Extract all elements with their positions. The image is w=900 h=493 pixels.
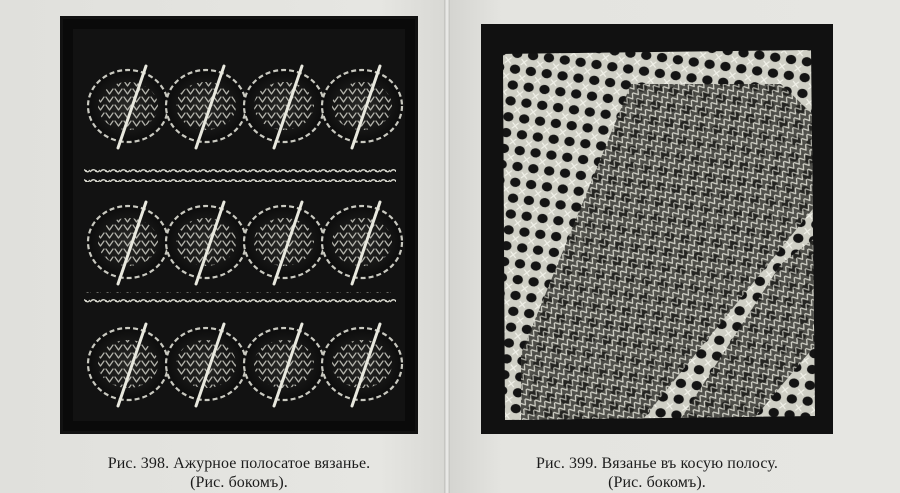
book-gutter: [444, 0, 450, 493]
figure-399-plate: [481, 24, 833, 434]
chain-stitch-row: [84, 168, 396, 182]
figure-399-title: Рис. 399. Вязанье въ косую полосу.: [535, 455, 779, 472]
figure-398-note: (Рис. бокомъ).: [190, 474, 288, 491]
figure-398-plate: [60, 16, 418, 434]
chain-stitch-row: [84, 292, 396, 306]
figure-399-note: (Рис. бокомъ).: [608, 474, 706, 491]
striped-openwork-knit-image: [60, 16, 418, 434]
figure-399-caption: [481, 454, 833, 492]
figure-398-title: Рис. 398. Ажурное полосатое вязанье.: [107, 455, 371, 472]
diagonal-stripe-knit-image: [481, 24, 833, 434]
figure-398-caption: [60, 454, 418, 492]
